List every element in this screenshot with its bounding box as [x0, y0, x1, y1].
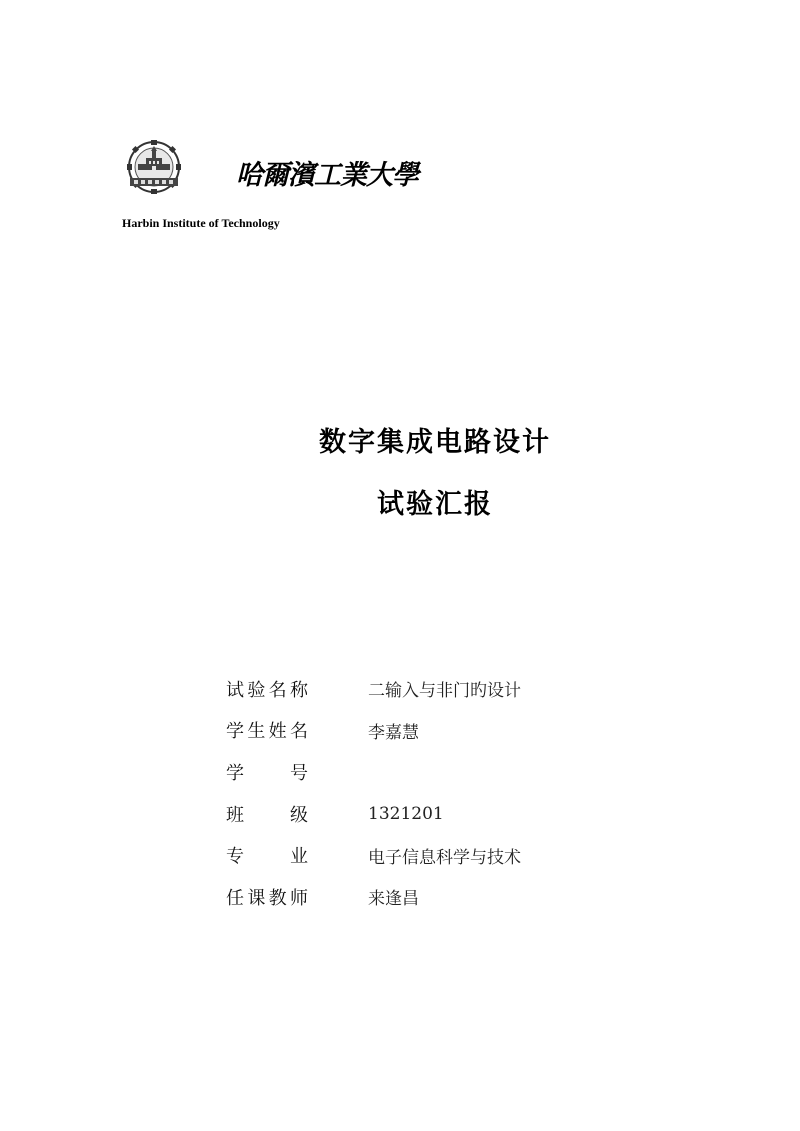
- info-table: [226, 668, 521, 918]
- label-char: 名: [268, 679, 287, 701]
- info-value: 电子信息科学与技术: [368, 847, 521, 868]
- info-label: [226, 842, 308, 868]
- info-row-experiment-name: [226, 668, 521, 710]
- label-char: 班: [226, 804, 244, 826]
- label-char: 生: [247, 721, 266, 743]
- info-label: [226, 801, 308, 827]
- label-char: 学: [226, 762, 244, 784]
- info-row-instructor: [226, 876, 521, 918]
- info-label: [226, 759, 308, 785]
- info-value: 来逢昌: [368, 889, 419, 910]
- report-title: 数字集成电路设计: [319, 427, 551, 458]
- label-char: 师: [289, 887, 308, 909]
- label-char: 姓: [268, 721, 287, 743]
- info-row-student-id: [226, 751, 521, 793]
- university-name-en: Harbin Institute of Technology: [122, 216, 280, 230]
- label-char: 号: [290, 762, 308, 784]
- label-char: 任: [226, 887, 244, 909]
- info-row-student-name: [226, 710, 521, 752]
- info-label: [226, 676, 308, 702]
- university-emblem-icon: [124, 140, 184, 196]
- info-row-class: [226, 793, 521, 835]
- label-char: 教: [268, 887, 287, 909]
- info-row-major: [226, 834, 521, 876]
- info-value: 二输入与非门旳设计: [368, 681, 521, 702]
- label-char: 级: [290, 804, 308, 826]
- label-char: 专: [226, 846, 244, 868]
- label-char: 学: [226, 721, 244, 743]
- label-char: 试: [226, 679, 244, 701]
- info-value: 1321201: [368, 803, 444, 824]
- label-char: 名: [289, 721, 308, 743]
- label-char: 称: [289, 679, 308, 701]
- label-char: 业: [290, 846, 308, 868]
- label-char: 课: [247, 887, 266, 909]
- info-value: 李嘉慧: [368, 722, 419, 743]
- info-label: [226, 884, 308, 910]
- info-label: [226, 717, 308, 743]
- report-subtitle: 试验汇报: [377, 489, 493, 520]
- university-name-cn: 哈爾濱工業大學: [236, 160, 418, 191]
- label-char: 验: [247, 679, 266, 701]
